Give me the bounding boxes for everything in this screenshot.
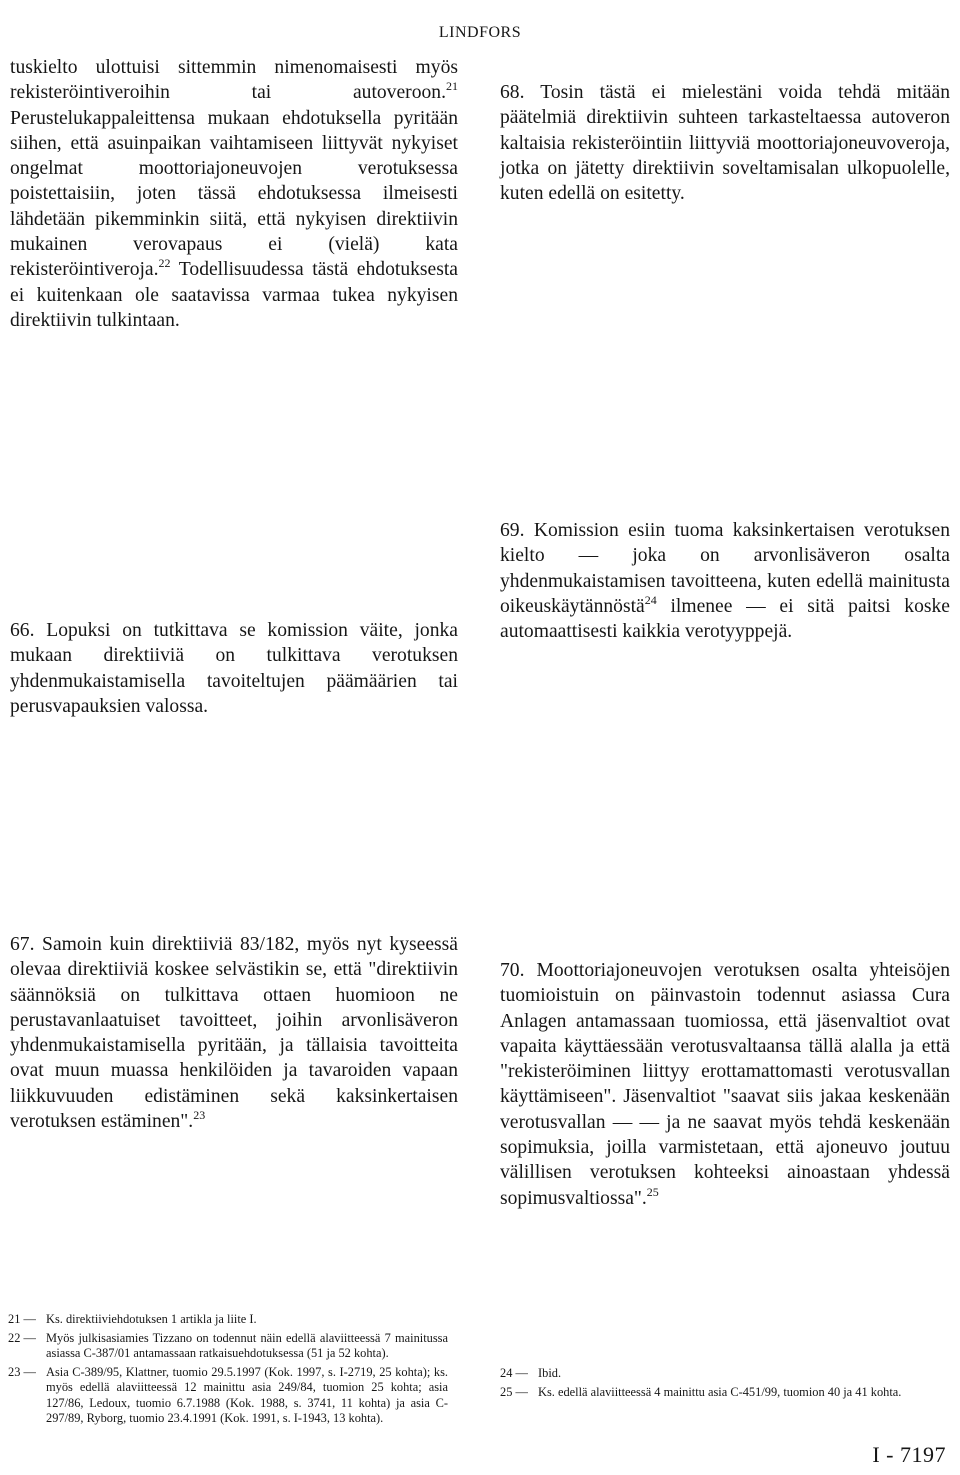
paragraph-continued	[10, 55, 458, 333]
paragraph-70	[500, 958, 950, 1211]
paragraph-69	[500, 518, 950, 644]
footnote-ref: 22	[158, 256, 171, 271]
text-run: Perustelukappaleittensa mukaan ehdotuksella pyritään siihen, että asuinpaikan vaihtamiseen liittyvät nykyiset ongelmat moottoriajoneuvojen verotuksessa poistettaisiin, joten tässä ehdotuksessa ilmeisesti lähdetään pikemminkin siitä, että nykyisen direktiivin mukainen verovapaus ei (vielä) kata rekisteröintiveroja.	[10, 107, 458, 281]
paragraph-68	[500, 80, 950, 206]
footnote-ref: 21	[446, 79, 458, 94]
footnote-ref: 23	[193, 1108, 206, 1123]
text-run: ilmenee — ei sitä paitsi koske automaattisesti kaikkia verotyyppejä.	[500, 595, 950, 643]
footnotes-right	[500, 1366, 950, 1403]
footnote-ref: 25	[646, 1184, 659, 1199]
text-run: 67. Samoin kuin direktiiviä 83/182, myös nyt kyseessä olevaa direktiiviä koskee selvästikin se, että "direktiivin säännöksiä on tulkittava ottaen huomioon ne perustavanlaatuiset tavoitteet, joihin arvonlisäveron yhdenmukaistamisella pyritään, ja tällaisia tavoitteita ovat muun muassa henkilöiden ja tavaroiden vapaan liikkuvuuden edistäminen sekä kaksinkertaisen verotuksen estäminen".	[10, 934, 458, 1133]
running-header: LINDFORS	[438, 24, 522, 41]
text-run: Todellisuudessa tästä ehdotuksesta ei kuitenkaan ole saatavissa varmaa tukea nykyisen direktiivin tulkintaan.	[10, 259, 458, 331]
text-run: 69. Komission esiin tuoma kaksinkertaisen verotuksen kielto — joka on arvonlisäveron osalta yhdenmukaistamisen tavoitteena, kuten edellä mainitusta oikeuskäytännöstä	[500, 520, 950, 617]
footnote-25: 25 — Ks. edellä alaviitteessä 4 mainittu asia C-451/99, tuomion 40 ja 41 kohta.	[500, 1384, 902, 1399]
paragraph-66	[10, 618, 458, 719]
text-run: 68. Tosin tästä ei mielestäni voida tehdä mitään päätelmiä direktiivin suhteen tarkasteltaessa autoveron kaltaisia rekisteröintiin liittyviä moottoriajoneuvoveroja, jotka on jätetty direktiivin soveltamisalan ulkopuolelle, kuten edellä on esitetty.	[500, 82, 950, 205]
footnote-22: 22 — Myös julkisasiamies Tizzano on todennut näin edellä alaviitteessä 7 mainitussa asiassa C-387/01 antamassaan ratkaisuehdotuksessa (51 ja 52 kohta).	[8, 1330, 448, 1360]
text-run: tuskielto ulottuisi sittemmin nimenomaisesti myös rekisteröintiveroihin tai autoveroon.	[10, 57, 458, 104]
footnotes-left	[8, 1312, 448, 1430]
page-number: I - 7197	[872, 1442, 946, 1467]
footnote-ref: 24	[644, 592, 657, 607]
footnote-23: 23 — Asia C-389/95, Klattner, tuomio 29.5.1997 (Kok. 1997, s. I-2719, 25 kohta); ks. myös edellä alaviitteessä 12 mainittu asia 249/84, tuomion 25 kohta; asia 127/86, Ledoux, tuomio 6.7.1988 (Kok. 1988, s. 3741, 11 kohta) ja asia C-297/89, Ryborg, tuomio 23.4.1991 (Kok. 1991, s. I-1943, 13 kohta).	[8, 1364, 448, 1425]
text-run: 66. Lopuksi on tutkittava se komission väite, jonka mukaan direktiiviä on tulkittava verotuksen yhdenmukaistamisella tavoiteltujen päämäärien tai perusvapauksien valossa.	[10, 620, 458, 717]
footnote-21: 21 — Ks. direktiiviehdotuksen 1 artikla ja liite I.	[8, 1312, 257, 1326]
text-run: 70. Moottoriajoneuvojen verotuksen osalta yhteisöjen tuomioistuin on päinvastoin todennut asiassa Cura Anlagen antamassaan tuomiossa, että jäsenvaltiot ovat vapaita käyttäessään verotusvaltaansa tällä alalla ja että "rekisteröiminen liittyy erottamattomasti verotusvallan käyttämiseen". Jäsenvaltiot "saavat siis jakaa keskenään verotusvallan — — ja ne saavat myös tehdä keskenään sopimuksia, joilla varmistetaan, että ajoneuvo joutuu välillisen verotuksen kohteeksi ainoastaan yhdessä sopimusvaltiossa".	[500, 960, 950, 1209]
paragraph-67	[10, 932, 458, 1134]
footnote-24: 24 — Ibid.	[500, 1366, 562, 1380]
